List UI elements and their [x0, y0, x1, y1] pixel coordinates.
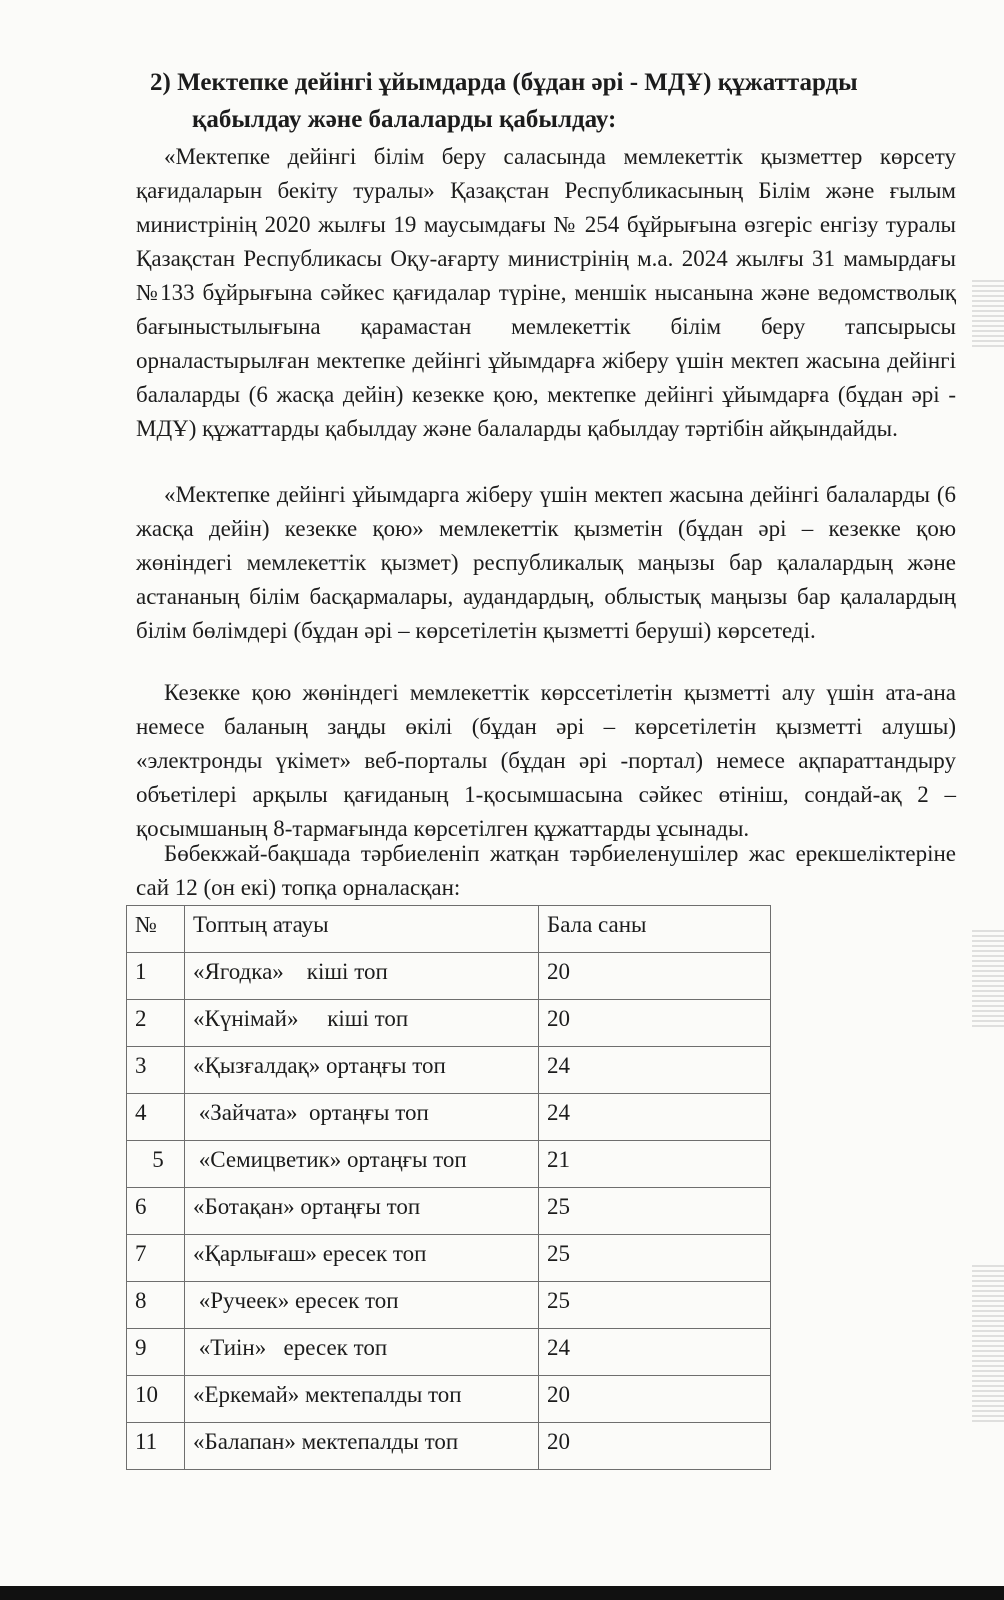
row-number: 8	[127, 1282, 185, 1329]
row-number: 9	[127, 1329, 185, 1376]
scan-artifact	[972, 930, 1004, 1030]
row-child-count: 21	[539, 1141, 771, 1188]
table-row	[127, 1329, 771, 1376]
row-number: 11	[127, 1423, 185, 1470]
scan-bottom-edge	[0, 1586, 1004, 1600]
scan-artifact	[972, 280, 1004, 350]
row-child-count: 20	[539, 1423, 771, 1470]
table-row	[127, 1423, 771, 1470]
row-group-name: «Ягодка» кіші топ	[185, 953, 539, 1000]
paragraph-groups-intro: Бөбекжай-бақшада тәрбиеленіп жатқан тәрбиеленушілер жас ерекшеліктеріне сай 12 (он екі) топқа орналасқан:	[136, 841, 956, 900]
table-row	[127, 1141, 771, 1188]
paragraph-rules-reference: «Мектепке дейінгі білім беру саласында мемлекеттік қызметтер көрсету қағидаларын бекіту туралы» Қазақстан Республикасының Білім және ғылым министрінің 2020 жылғы 19 маусымдағы № 254 бұйрығына өзгеріс енгізу туралы Қазақстан Республикасы Оқу-ағарту министрінің м.а. 2024 жылғы 31 мамырдағы №133 бұйрығына сәйкес қағидалар түріне, меншік нысанына және ведомстволық бағыныстылығына қарамастан мемлекеттік білім беру тапсырысы орналастырылған мектепке дейінгі ұйымдарға жіберу үшін мектеп жасына дейінгі балаларды (6 жасқа дейін) кезекке қою, мектепке дейінгі ұйымдарға (бұдан әрі - МДҰ) құжаттарды қабылдау және балаларды қабылдау тәртібін айқындайды.	[136, 144, 956, 441]
table-row	[127, 1094, 771, 1141]
row-number: 10	[127, 1376, 185, 1423]
row-group-name: «Тиін» ересек топ	[185, 1329, 539, 1376]
row-child-count: 25	[539, 1282, 771, 1329]
row-child-count: 24	[539, 1047, 771, 1094]
table-header-row	[127, 906, 771, 953]
row-child-count: 24	[539, 1329, 771, 1376]
paragraph-application-procedure: Кезекке қою жөніндегі мемлекеттік көрссетілетін қызметті алу үшін ата-ана немесе баланың заңды өкілі (бұдан әрі – көрсетілетін қызметті алушы) «электронды үкімет» веб-порталы (бұдан әрі -портал) немесе ақпараттандыру объетілері арқылы қағиданың 1-қосымшасына сәйкес өтініш, сондай-ақ 2 – қосымшаның 8-тармағында көрсетілген құжаттарды ұсынады.	[136, 680, 956, 841]
row-number: 6	[127, 1188, 185, 1235]
scan-artifact	[972, 1265, 1004, 1425]
section-heading-line-1: 2) Мектепке дейінгі ұйымдарда (бұдан әрі - МДҰ) құжаттарды	[150, 69, 858, 96]
section-heading-line-2: қабылдау және балаларды қабылдау:	[192, 106, 617, 133]
row-child-count: 25	[539, 1235, 771, 1282]
row-number: 1	[127, 953, 185, 1000]
row-group-name: «Еркемай» мектепалды топ	[185, 1376, 539, 1423]
row-group-name: «Күнімай» кіші топ	[185, 1000, 539, 1047]
row-child-count: 20	[539, 1376, 771, 1423]
row-child-count: 25	[539, 1188, 771, 1235]
table-row	[127, 1000, 771, 1047]
table-row	[127, 1282, 771, 1329]
row-number: 5	[127, 1141, 185, 1188]
row-number: 7	[127, 1235, 185, 1282]
paragraph-service-provider: «Мектепке дейінгі ұйымдарга жіберу үшін мектеп жасына дейінгі балаларды (6 жасқа дейін) кезекке қою» мемлекеттік қызметін (бұдан әрі – кезекке қою жөніндегі мемлекеттік қызмет) республикалық маңызы бар қалалардың және астананың білім басқармалары, аудандардың, облыстық маңызы бар қалалардың білім бөлімдері (бұдан әрі – көрсетілетін қызметті беруші) көрсетеді.	[136, 482, 956, 643]
row-group-name: «Қызғалдақ» ортаңғы топ	[185, 1047, 539, 1094]
row-group-name: «Ручеек» ересек топ	[185, 1282, 539, 1329]
table-row	[127, 1188, 771, 1235]
table-row	[127, 1047, 771, 1094]
header-group-name: Топтың атауы	[185, 906, 539, 953]
row-group-name: «Қарлығаш» ересек топ	[185, 1235, 539, 1282]
row-number: 4	[127, 1094, 185, 1141]
table-row	[127, 1235, 771, 1282]
row-number: 3	[127, 1047, 185, 1094]
row-group-name: «Зайчата» ортаңғы топ	[185, 1094, 539, 1141]
row-child-count: 20	[539, 1000, 771, 1047]
table-row	[127, 953, 771, 1000]
groups-table	[126, 905, 771, 1470]
header-child-count: Бала саны	[539, 906, 771, 953]
row-child-count: 24	[539, 1094, 771, 1141]
row-group-name: «Ботақан» ортаңғы топ	[185, 1188, 539, 1235]
table-row	[127, 1376, 771, 1423]
groups-table-container	[126, 905, 771, 1470]
table-body	[127, 953, 771, 1470]
row-group-name: «Семицветик» ортаңғы топ	[185, 1141, 539, 1188]
section-heading	[150, 64, 960, 138]
row-child-count: 20	[539, 953, 771, 1000]
row-number: 2	[127, 1000, 185, 1047]
header-number: №	[127, 906, 185, 953]
row-group-name: «Балапан» мектепалды топ	[185, 1423, 539, 1470]
